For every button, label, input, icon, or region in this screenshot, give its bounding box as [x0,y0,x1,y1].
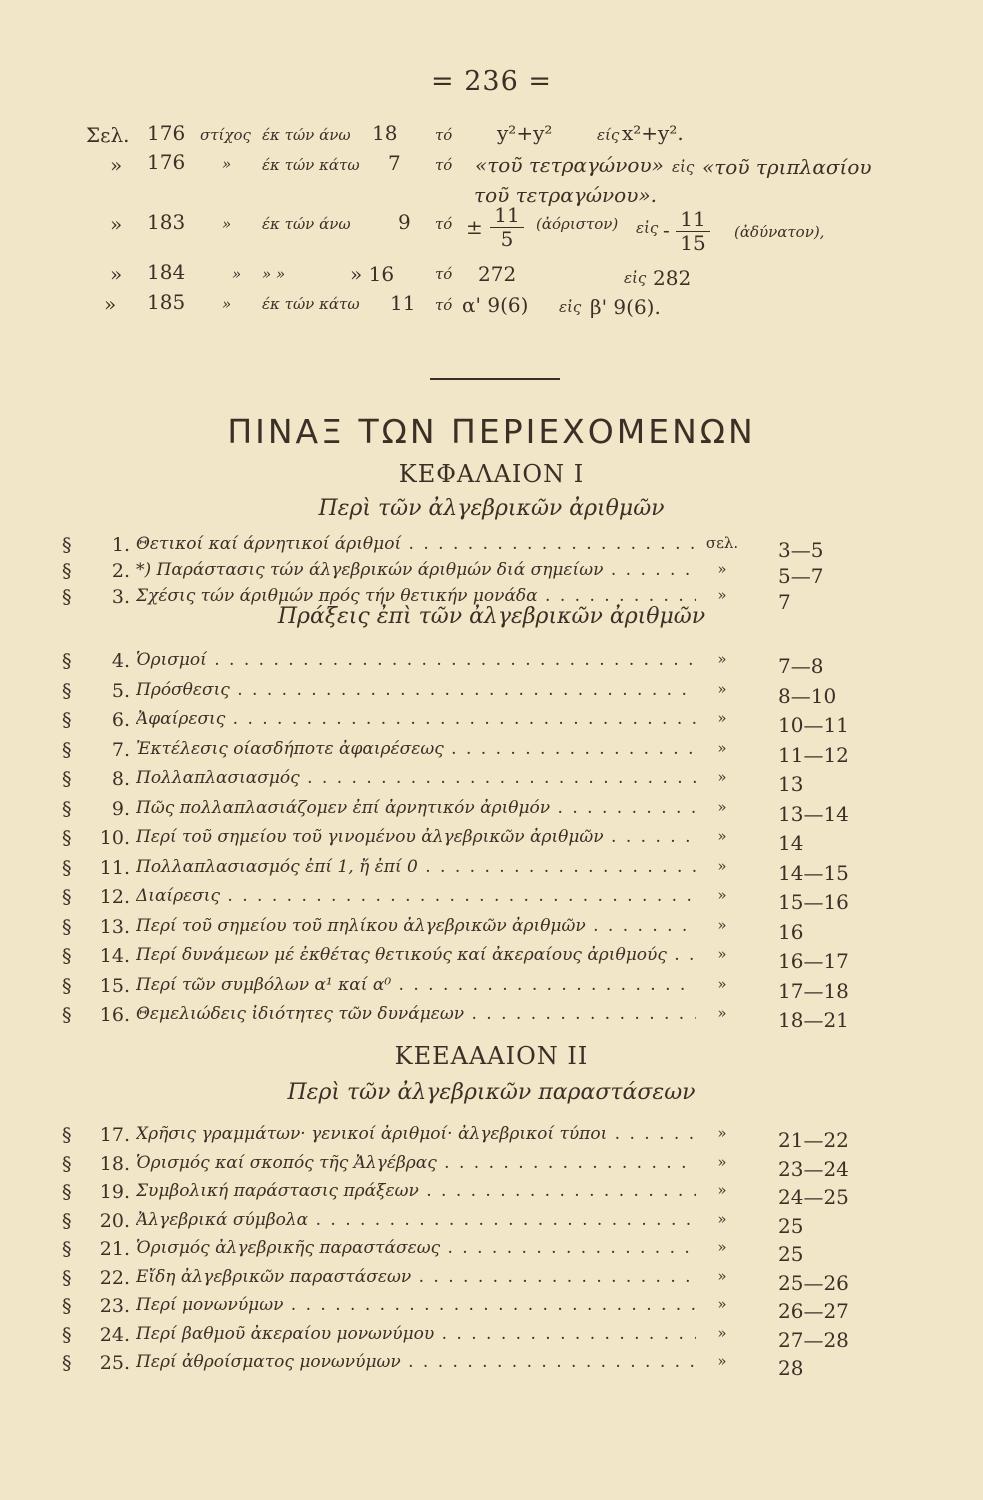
entry-number: 16. [99,1004,130,1026]
toc-entry [0,650,983,678]
entry-text: Περί τοῦ σημείου τοῦ πηλίκου ἀλγεβρικῶν ἀριθμῶν . . . [136,916,696,936]
errata-right: 282 [653,266,692,290]
fraction-denominator: 5 [490,227,524,251]
section-symbol: § [62,974,72,997]
chapter-2-subheading: Περὶ τῶν ἀλγεβρικῶν παραστάσεων [287,1080,696,1105]
entry-text: Περί βαθμοῦ ἀκεραίου μονωνύμου . . . [136,1324,696,1344]
entry-text: Ὁρισμοί . . . [136,650,696,670]
chapter-1-subheading: Περὶ τῶν ἀλγεβρικῶν ἀριθμῶν [318,496,665,521]
section-symbol: § [62,856,72,879]
entry-number: 25. [99,1352,130,1374]
errata-wrong-sign: ± [466,215,483,239]
entry-text: Ἀλγεβρικά σύμβολα . . . [136,1210,696,1230]
errata-line-no: 7 [388,151,401,175]
errata-article: τό [435,156,453,174]
entry-text: Περί μονωνύμων . . . [136,1295,696,1315]
section-symbol: § [62,534,72,556]
section-symbol: § [62,1295,72,1317]
entry-text: Ὁρισμός ἀλγεβρικῆς παραστάσεως . . . [136,1238,696,1258]
entry-pages: 16—17 [778,949,849,973]
toc-entry [0,680,983,708]
entry-pages: 26—27 [778,1299,849,1323]
page-marker: σελ. [705,534,739,552]
errata-from: έκ τών κάτω [262,295,360,313]
section-symbol: § [62,827,72,849]
section-symbol: § [62,738,72,761]
section-symbol: § [62,650,72,672]
entry-number: 22. [99,1266,130,1289]
section-symbol: § [62,1124,72,1146]
entry-text: Σχέσις τών άριθμών πρός τήν θετικήν μονάδα . . . [136,586,696,606]
errata-line-word: » [222,215,232,233]
entry-pages: 3—5 [778,538,824,562]
page-marker: » [717,1352,727,1370]
errata-article: τό [435,215,453,233]
toc-entry [0,1153,983,1181]
entry-text: Χρῆσις γραμμάτων· γενικοί ἀριθμοί· ἀλγεβρικοί τύποι . . . [136,1124,696,1144]
toc-title: ΠΙΝΑΞ ΤΩΝ ΠΕΡΙΕΧΟΜΕΝΩΝ [227,412,756,451]
errata-marker: » [110,153,123,177]
entry-number: 23. [99,1295,130,1317]
entry-number: 19. [99,1181,130,1203]
errata-page: 185 [147,290,186,314]
toc-entry [0,1267,983,1295]
entry-text: Πρόσθεσις . . . [136,680,696,700]
toc-entry [0,1324,983,1352]
toc-entry [0,886,983,914]
page-marker: » [717,1323,727,1342]
entry-pages: 5—7 [778,564,824,588]
errata-line-word: » [232,265,242,283]
entry-pages: 23—24 [778,1156,849,1181]
errata-line-word: » [222,295,232,313]
section-symbol: § [62,1181,72,1203]
page-marker: » [717,1152,727,1171]
entry-number: 24. [99,1323,130,1346]
entry-text: Περί ἀθροίσματος μονωνύμων . . . [136,1352,696,1372]
errata-page: 184 [147,260,186,284]
toc-entry [0,1295,983,1323]
page-marker: » [717,586,727,604]
errata-marker: Σελ. [86,123,130,147]
entry-pages: 27—28 [778,1327,849,1352]
page-marker: » [717,1266,727,1285]
entry-pages: 7—8 [778,654,824,678]
errata-wrong: 272 [478,262,517,286]
entry-number: 1. [111,534,130,556]
entry-pages: 7 [778,590,791,614]
errata-from: έκ τών άνω [262,215,351,233]
entry-text: Πολλαπλασιασμός . . . [136,768,696,788]
chapter-1-subheading-2: Πράξεις ἐπὶ τῶν ἀλγεβρικῶν ἀριθμῶν [277,604,706,629]
errata-article: τό [435,296,453,314]
section-symbol: § [62,1266,72,1289]
page-marker: » [717,827,727,845]
entry-number: 15. [99,974,130,997]
toc-entry [0,827,983,855]
entry-text: Ὁρισμός καί σκοπός τῆς Ἀλγέβρας . . . [136,1153,696,1173]
toc-entry [0,534,983,562]
section-symbol: § [62,1209,72,1232]
entry-number: 9. [111,797,130,820]
page-number: = 236 = [431,66,552,97]
entry-pages: 25—26 [778,1270,849,1295]
page-marker: » [717,1004,727,1022]
page-marker: » [717,768,727,786]
toc-entry [0,1181,983,1209]
entry-text: Συμβολική παράστασις πράξεων . . . [136,1181,696,1201]
errata-from: » » [262,265,286,283]
errata-marker: » [110,212,123,236]
errata-line-no: » 16 [350,262,395,286]
toc-entry [0,560,983,588]
section-symbol: § [62,1152,72,1175]
errata-to-word: εἰς [624,269,647,287]
page-marker: » [717,1181,727,1199]
errata-right-fraction [676,208,710,255]
page-marker: » [717,1238,727,1256]
toc-entry [0,709,983,737]
toc-entry [0,975,983,1003]
errata-to-word: εἰς [672,158,695,176]
section-symbol: § [62,945,72,967]
entry-pages: 8—10 [778,683,837,708]
page-marker: » [717,1295,727,1313]
errata-to-word: εἰς [636,219,659,237]
errata-block [0,0,983,330]
page-marker: » [717,1209,727,1228]
errata-article: τό [435,265,453,283]
section-symbol: § [62,1238,72,1260]
entry-number: 4. [111,650,130,672]
errata-to-word: είς [597,126,620,144]
entry-pages: 18—21 [778,1008,849,1032]
errata-line-no: 11 [390,291,416,315]
entry-text: Πολλαπλασιασμός ἐπί 1, ἤ ἐπί 0 . . . [136,857,696,877]
entry-number: 17. [99,1124,130,1146]
section-symbol: § [62,797,72,820]
entry-pages: 10—11 [778,713,849,737]
section-symbol: § [62,1323,72,1346]
page-marker: » [717,915,727,934]
entry-text: Εἴδη ἀλγεβρικῶν παραστάσεων . . . [136,1267,696,1287]
entry-pages: 15—16 [778,890,849,914]
errata-wrong: y²+y² [497,121,553,145]
toc-entry [0,1210,983,1238]
entry-number: 18. [99,1152,130,1175]
entry-pages: 16 [778,919,804,944]
section-symbol: § [62,915,72,938]
entry-pages: 25 [778,1242,804,1266]
errata-right: x²+y². [622,121,684,145]
page-marker: » [717,650,727,668]
entry-pages: 13 [778,772,804,796]
errata-line-word: » [222,155,232,173]
entry-pages: 11—12 [778,742,849,767]
entry-number: 7. [111,738,130,761]
errata-right-continued: τοῦ τετραγώνου». [474,183,657,207]
entry-number: 12. [99,886,130,908]
page-marker: » [717,560,727,578]
section-symbol: § [62,679,72,702]
page-marker: » [717,797,727,816]
errata-from: έκ τών άνω [262,126,351,144]
entry-number: 3. [111,586,130,608]
fraction-denominator: 15 [676,231,710,255]
entry-pages: 28 [778,1356,804,1380]
toc-entry [0,1352,983,1380]
toc-entry [0,857,983,885]
toc-entry [0,739,983,767]
errata-marker: » [110,262,123,286]
fraction-numerator: 11 [680,207,706,231]
section-divider [430,378,560,380]
page-marker: » [717,738,727,757]
entry-pages: 25 [778,1213,804,1238]
page-marker: » [717,945,727,963]
page-marker: » [717,974,727,993]
entry-pages: 24—25 [778,1185,849,1209]
toc-entry [0,1124,983,1152]
entry-number: 21. [99,1238,130,1260]
entry-text: Περί τοῦ σημείου τοῦ γινομένου ἀλγεβρικῶν ἀριθμῶν . . . [136,827,696,847]
toc-entry [0,1238,983,1266]
chapter-2-heading: ΚΕΕΑΑΑΙΟΝ ΙΙ [394,1042,589,1070]
chapter-1-heading: ΚΕΦΑΛΑΙΟΝ Ι [398,460,585,488]
entry-number: 11. [99,856,130,879]
entry-pages: 14 [778,831,804,855]
entry-text: Πῶς πολλαπλασιάζομεν ἐπί ἀρνητικόν ἀριθμόν . . . [136,798,696,818]
entry-number: 6. [111,709,130,731]
entry-text: Θετικοί καί άρνητικοί άριθμοί . . . [136,534,696,554]
entry-pages: 21—22 [778,1128,849,1152]
entry-number: 5. [111,679,130,702]
entry-number: 13. [99,915,130,938]
page-marker: » [717,1124,727,1142]
page-marker: » [717,679,727,698]
errata-wrong: «τοῦ τετραγώνου» [475,153,664,177]
entry-number: 2. [111,560,130,582]
entry-number: 8. [111,768,130,790]
entry-text: Θεμελιώδεις ἰδιότητες τῶν δυνάμεων . . . [136,1004,696,1024]
fraction-numerator: 11 [494,203,520,227]
section-symbol: § [62,1352,72,1374]
errata-right: β' 9(6). [590,295,661,319]
section-symbol: § [62,768,72,790]
toc-entry [0,1004,983,1032]
errata-from: έκ τών κάτω [262,156,360,174]
entry-text: Περί δυνάμεων μέ ἐκθέτας θετικούς καί ἀκεραίους ἀριθμούς . . . [136,945,696,965]
toc-entry [0,798,983,826]
errata-line-no: 9 [398,210,411,234]
entry-text: Ἀφαίρεσις . . . [136,709,696,729]
toc-entry [0,916,983,944]
section-symbol: § [62,560,72,582]
entry-number: 14. [99,945,130,967]
errata-article: τό [435,126,453,144]
page-marker: » [717,886,727,904]
entry-pages: 14—15 [778,860,849,885]
entry-pages: 17—18 [778,978,849,1003]
errata-wrong: α' 9(6) [462,293,529,317]
page-marker: » [717,856,727,875]
errata-page: 176 [147,121,186,145]
entry-text: Ἐκτέλεσις οίασδήποτε ἀφαιρέσεως . . . [136,739,696,759]
errata-line-no: 18 [372,121,398,145]
entry-text: Περί τῶν συμβόλων α¹ καί α⁰ . . . [136,975,696,995]
errata-page: 176 [147,150,186,174]
section-symbol: § [62,586,72,608]
section-symbol: § [62,1004,72,1026]
errata-line-word: στίχος [200,126,251,144]
page-marker: » [717,709,727,727]
errata-marker: » [104,292,117,316]
toc-entry [0,945,983,973]
errata-page: 183 [147,210,186,234]
errata-to-word: εἰς [559,298,582,316]
errata-wrong-fraction [490,204,524,251]
entry-pages: 13—14 [778,801,849,826]
entry-number: 10. [99,827,130,849]
entry-number: 20. [99,1209,130,1232]
errata-right: «τοῦ τριπλασίου [702,155,872,179]
section-symbol: § [62,886,72,908]
entry-text: *) Παράστασις τών άλγεβρικών άριθμών διά σημείων . . . [136,560,696,580]
errata-wrong-note: (ἀόριστον) [536,215,619,233]
errata-right-note: (ἀδύνατον), [734,223,825,241]
toc-entry [0,768,983,796]
errata-right-sign: - [663,218,670,242]
section-symbol: § [62,709,72,731]
entry-text: Διαίρεσις . . . [136,886,696,906]
